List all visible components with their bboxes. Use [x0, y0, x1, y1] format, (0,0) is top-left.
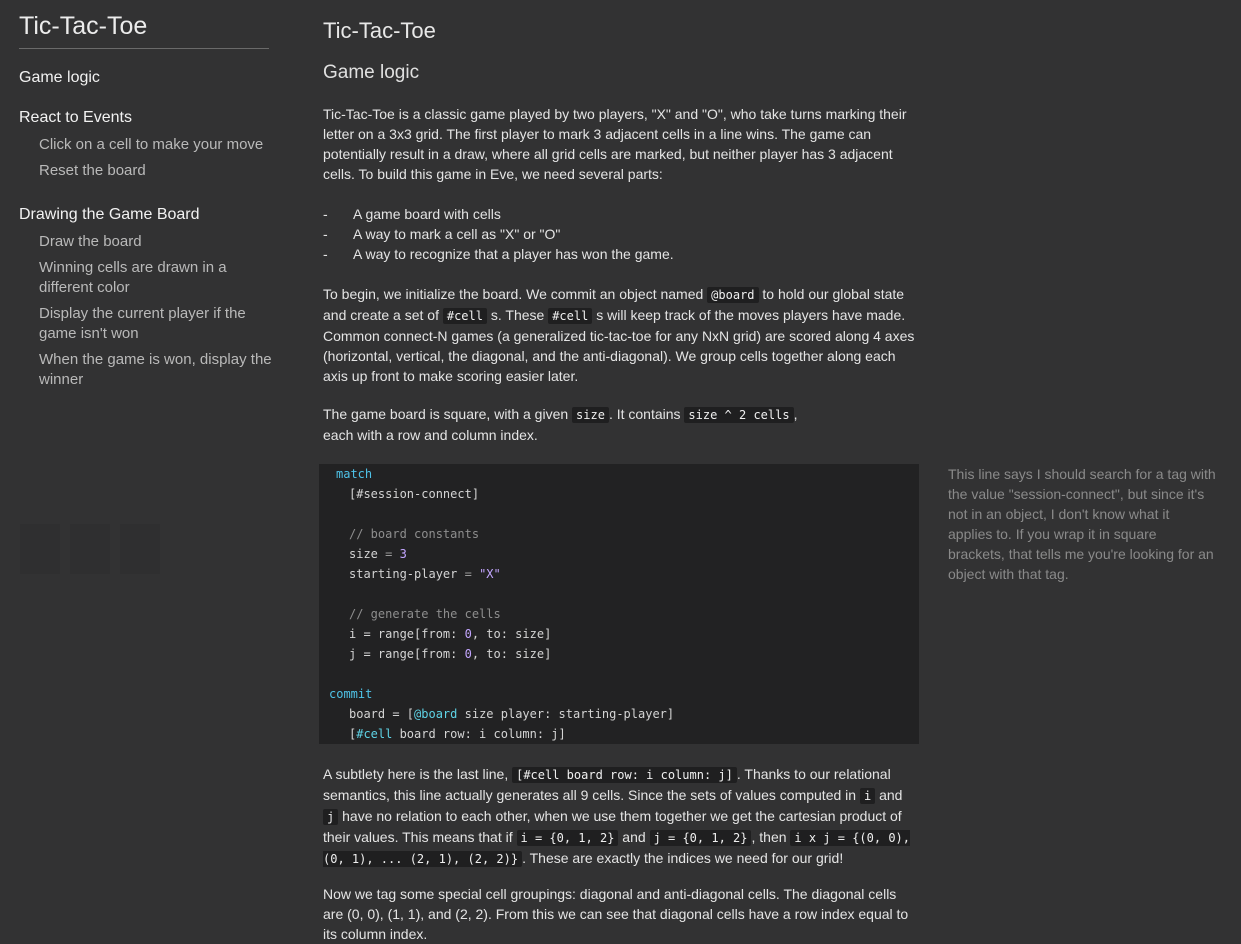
sidebar-item-draw-board[interactable]: Draw the board — [39, 233, 142, 250]
sidebar-item-reset-board[interactable]: Reset the board — [39, 162, 146, 179]
inline-code: @board — [707, 287, 758, 303]
code-block[interactable]: match [#session-connect] // board constants size = 3 starting-player = "X" // generate the cells i = range[from: 0, to: size] j = range[from: 0, to: size] commit board = [@board size player: starting-player] [#cell board row: i column: j] — [319, 464, 919, 744]
inline-code: j — [323, 809, 338, 825]
sidebar-section-game-logic[interactable]: Game logic — [19, 69, 100, 86]
board-size-paragraph: The game board is square, with a given size . It contains size ^ 2 cells , each with a row and column index. — [323, 406, 798, 443]
sidebar-section-react-to-events[interactable]: React to Events — [19, 109, 132, 126]
inline-code: size ^ 2 cells — [684, 407, 793, 423]
code-session-tag[interactable]: [#session-connect] — [349, 487, 480, 501]
inline-code: [#cell board row: i column: j] — [512, 767, 737, 783]
faded-placeholder — [10, 524, 140, 574]
code-comment: // board constants — [349, 527, 480, 541]
inline-code: #cell — [443, 308, 487, 324]
list-item: - A way to recognize that a player has won the game. — [323, 246, 674, 262]
diagonal-paragraph: Now we tag some special cell groupings: diagonal and anti-diagonal cells. The diagonal cells are (0, 0), (1, 1), and (2, 2). From this we can see that diagonal cells have a row index equal to its column index. — [323, 886, 909, 942]
page-title: Tic-Tac-Toe — [323, 18, 436, 43]
list-item: - A way to mark a cell as "X" or "O" — [323, 226, 561, 242]
sidebar-item-click-cell[interactable]: Click on a cell to make your move — [39, 136, 264, 153]
sidebar-divider — [19, 48, 269, 49]
sidebar-item-display-winner[interactable]: When the game is won, display the winner — [39, 351, 272, 388]
intro-paragraph: Tic-Tac-Toe is a classic game played by two players, "X" and "O", who take turns marking their letter on a 3x3 grid. The first player to mark 3 adjacent cells in a line wins. The game can potentially result in a draw, where all grid cells are marked, but neither player has 3 adjacent cells. To build this game in Eve, we need several parts: — [323, 106, 907, 182]
inline-code: size — [572, 407, 609, 423]
inline-code: i = {0, 1, 2} — [517, 830, 619, 846]
sidebar-item-display-current-player[interactable]: Display the current player if the game isn't won — [39, 305, 246, 342]
sidebar — [0, 0, 290, 934]
sidebar-section-drawing-board[interactable]: Drawing the Game Board — [19, 206, 200, 223]
inline-code: #cell — [548, 308, 592, 324]
section-heading: Game logic — [323, 62, 420, 83]
list-item: - A game board with cells — [323, 206, 501, 222]
subtlety-paragraph: A subtlety here is the last line, [#cell board row: i column: j] . Thanks to our relational semantics, this line actually generates all 9 cells. Since the sets of values computed in i and j have no relation to each other, when we use them together we get the cartesian product of their values. This means that if i = {0, 1, 2} and j = {0, 1, 2} , then i x j = {(0, 0), (0, 1), ... (2, 1), (2, 2)} . These are exactly the indices we need for our grid! — [323, 766, 910, 866]
sidebar-title[interactable]: Tic-Tac-Toe — [19, 12, 148, 40]
inline-code: i x j = {(0, 0), (0, 1), ... (2, 1), (2, 2)} — [323, 831, 910, 866]
sidebar-item-winning-cells[interactable]: Winning cells are drawn in a different color — [39, 259, 227, 296]
code-keyword-commit: commit — [329, 687, 373, 701]
board-init-paragraph: To begin, we initialize the board. We commit an object named @board to hold our global state and create a set of #cell s. These #cell s will keep track of the moves players have made. Common connect-N games (a generalized tic-tac-toe for any NxN grid) are scored along 4 axes (horizontal, vertical, the diagonal, and the anti-diagonal). We group cells together along each axis up front to make scoring easier later. — [323, 286, 915, 384]
inline-code: j = {0, 1, 2} — [650, 830, 752, 846]
error-annotation: This line says I should search for a tag with the value "session-connect", but since it's not in an object, I don't know what it applies to. If you wrap it in square brackets, that tells me you're looking for an object with that tag. — [948, 466, 1216, 582]
code-comment: // generate the cells — [349, 607, 501, 621]
code-keyword-match: match — [336, 467, 373, 481]
parts-list — [323, 204, 674, 264]
inline-code: i — [860, 788, 875, 804]
